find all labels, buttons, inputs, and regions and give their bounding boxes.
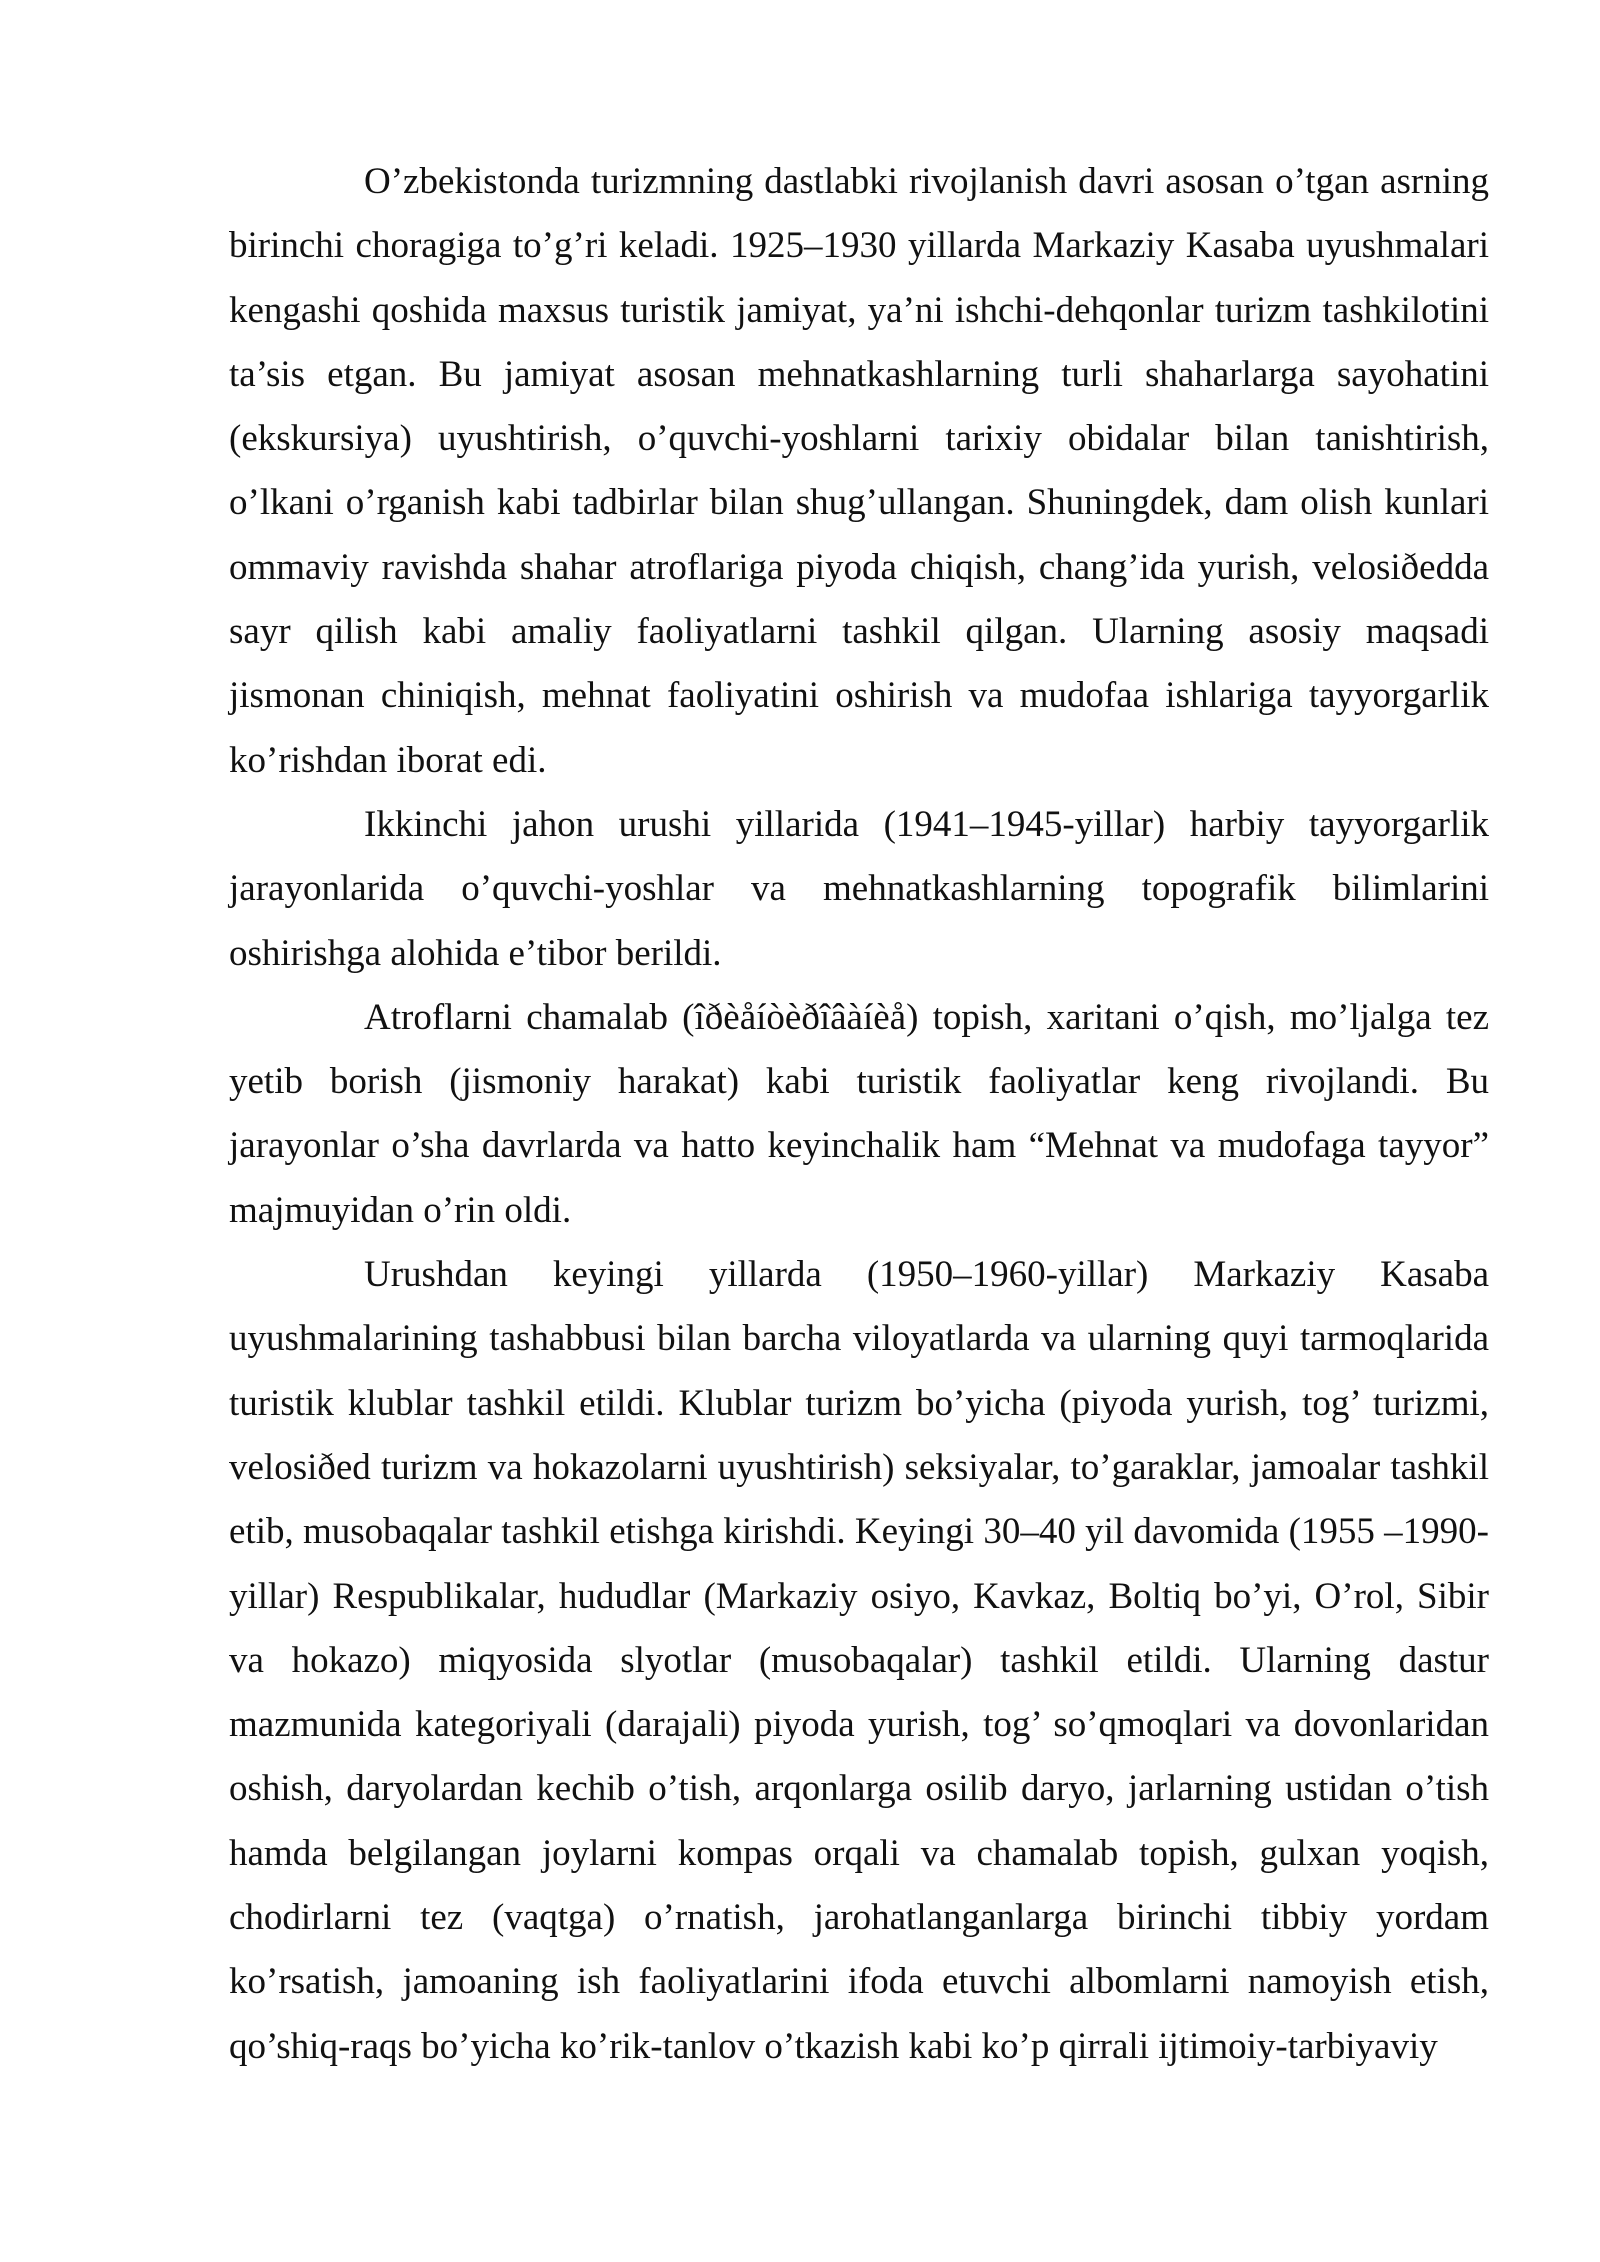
- paragraph-1: O’zbekistonda turizmning dastlabki rivojlanish davri asosan o’tgan asrning birinchi choragiga to’g’ri keladi. 1925–1930 yillarda Markaziy Kasaba uyushmalari kengashi qoshida maxsus turistik jamiyat, ya’ni ishchi-dehqonlar turizm tashkilotini ta’sis etgan. Bu jamiyat asosan mehnatkashlarning turli shaharlarga sayohatini (ekskursiya) uyushtirish, o’quvchi-yoshlarni tarixiy obidalar bilan tanishtirish, o’lkani o’rganish kabi tadbirlar bilan shug’ullangan. Shuningdek, dam olish kunlari ommaviy ravishda shahar atroflariga piyoda chiqish, chang’ida yurish, velosiðedda sayr qilish kabi amaliy faoliyatlarni tashkil qilgan. Ularning asosiy maqsadi jismonan chiniqish, mehnat faoliyatini oshirish va mudofaa ishlariga tayyorgarlik ko’rishdan iborat edi.: [229, 161, 1489, 781]
- paragraph-4: Urushdan keyingi yillarda (1950–1960-yillar) Markaziy Kasaba uyushmalarining tashabbusi bilan barcha viloyatlarda va ularning quyi tarmoqlarida turistik klublar tashkil etildi. Klublar turizm bo’yicha (piyoda yurish, tog’ turizmi, velosiðed turizm va hokazolarni uyushtirish) seksiyalar, to’garaklar, jamoalar tashkil etib, musobaqalar tashkil etishga kirishdi. Keyingi 30–40 yil davomida (1955 –1990-yillar) Respublikalar, hududlar (Markaziy osiyo, Kavkaz, Boltiq bo’yi, O’rol, Sibir va hokazo) miqyosida slyotlar (musobaqalar) tashkil etildi. Ularning dastur mazmunida kategoriyali (darajali) piyoda yurish, tog’ so’qmoqlari va dovonlaridan oshish, daryolardan kechib o’tish, arqonlarga osilib daryo, jarlarning ustidan o’tish hamda belgilangan joylarni kompas orqali va chamalab topish, gulxan yoqish, chodirlarni tez (vaqtga) o’rnatish, jarohatlanganlarga birinchi tibbiy yordam ko’rsatish, jamoaning ish faoliyatlarini ifoda etuvchi albomlarni namoyish etish, qo’shiq-raqs bo’yicha ko’rik-tanlov o’tkazish kabi ko’p qirrali ijtimoiy-tarbiyaviy: [229, 1254, 1489, 2067]
- paragraph-3: Atroflarni chamalab (îðèåíòèðîâàíèå) topish, xaritani o’qish, mo’ljalga tez yetib borish (jismoniy harakat) kabi turistik faoliyatlar keng rivojlandi. Bu jarayonlar o’sha davrlarda va hatto keyinchalik ham “Mehnat va mudofaga tayyor” majmuyidan o’rin oldi.: [229, 996, 1489, 1231]
- paragraph-2: Ikkinchi jahon urushi yillarida (1941–1945-yillar) harbiy tayyorgarlik jarayonlarida o’quvchi-yoshlar va mehnatkashlarning topografik bilimlarini oshirishga alohida e’tibor berildi.: [229, 803, 1489, 974]
- document-body: [229, 150, 1489, 2079]
